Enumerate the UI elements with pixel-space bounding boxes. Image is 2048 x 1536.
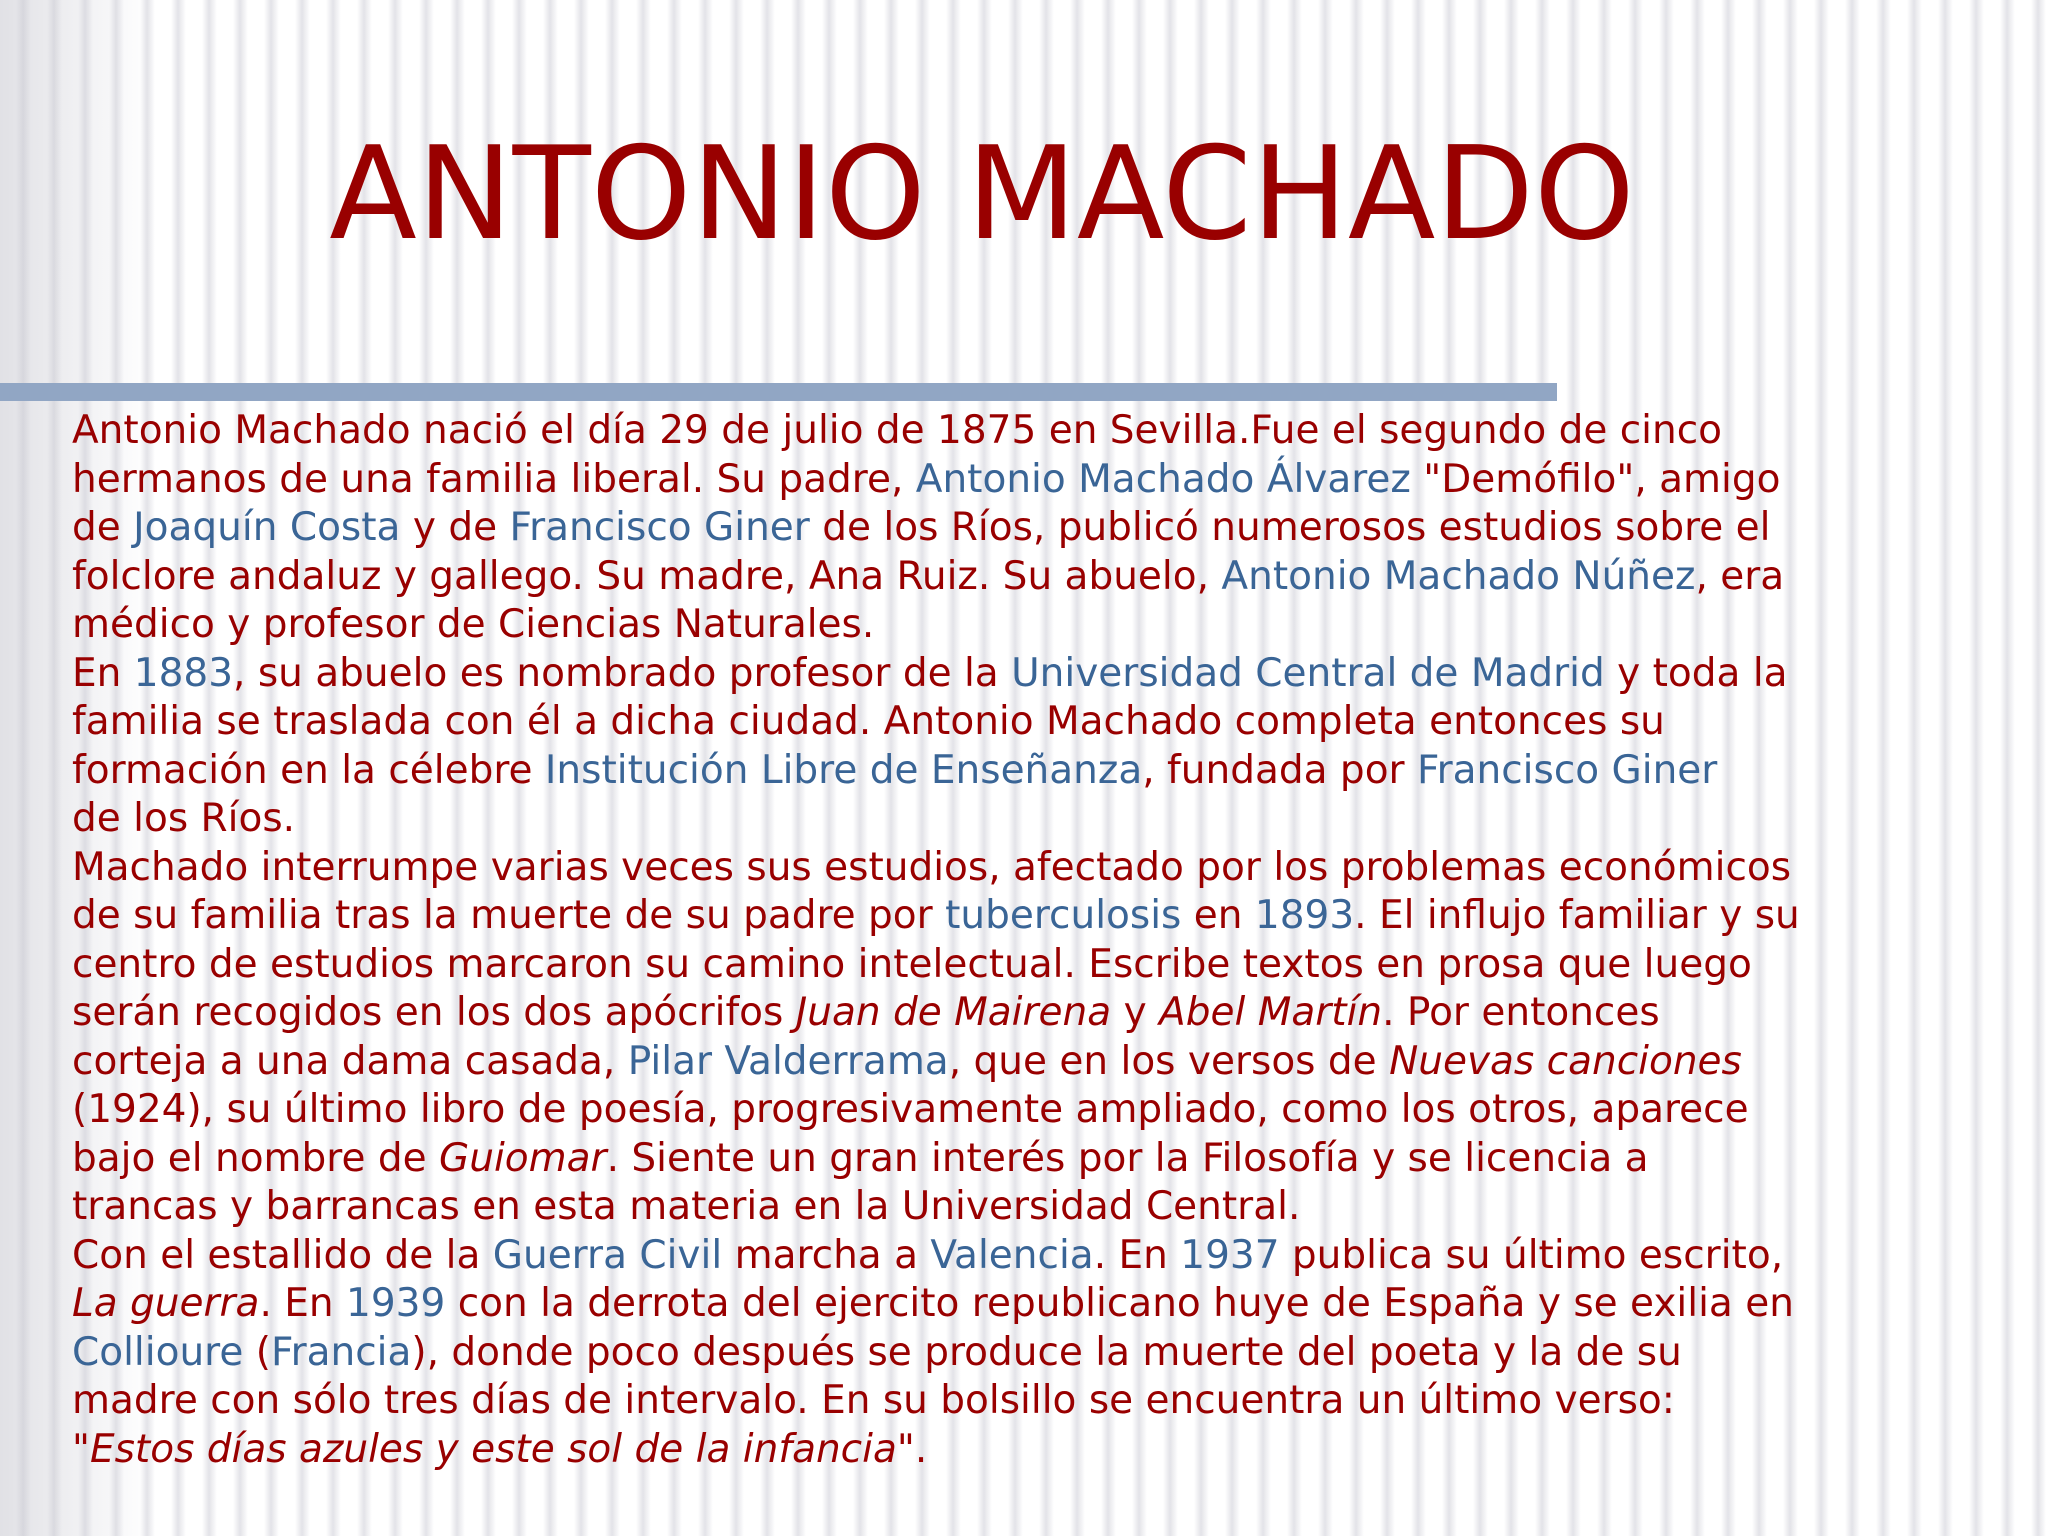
text-segment: centro de estudios marcaron su camino intelectual. Escribe textos en prosa que luego — [72, 941, 1752, 987]
text-line — [72, 892, 1972, 941]
hyperlink[interactable]: Francisco Giner — [1416, 747, 1718, 793]
hyperlink[interactable]: Collioure — [72, 1329, 244, 1375]
text-segment: ), donde poco después se produce la muerte del poeta y la de su — [411, 1329, 1682, 1375]
hyperlink[interactable]: tuberculosis — [945, 893, 1182, 938]
text-segment: ( — [243, 1329, 271, 1375]
hyperlink[interactable]: Universidad Central de Madrid — [1011, 650, 1605, 696]
text-segment: hermanos de una familia liberal. Su padre, — [72, 456, 916, 502]
hyperlink[interactable]: Antonio Machado Álvarez — [915, 456, 1411, 502]
text-line — [72, 795, 1972, 844]
text-line — [72, 1426, 1972, 1475]
text-segment: médico y profesor de Ciencias Naturales. — [72, 602, 875, 647]
biography-text — [72, 407, 1972, 1474]
text-line — [72, 1232, 1972, 1281]
hyperlink[interactable]: Valencia — [930, 1232, 1094, 1278]
text-line — [72, 553, 1972, 602]
text-segment: , era — [1695, 553, 1785, 599]
text-line — [72, 941, 1972, 990]
text-segment: " — [72, 1426, 90, 1472]
slide-title: ANTONIO MACHADO — [329, 120, 1635, 269]
text-segment: ". — [896, 1426, 928, 1472]
hyperlink[interactable]: 1939 — [346, 1281, 446, 1326]
text-segment: . Por entonces — [1382, 990, 1660, 1035]
text-line — [72, 1377, 1972, 1426]
text-line — [72, 504, 1972, 553]
text-segment: serán recogidos en los dos apócrifos — [72, 990, 796, 1035]
text-line — [72, 989, 1972, 1038]
text-segment: trancas y barrancas en esta materia en la Universidad Central. — [72, 1184, 1301, 1229]
text-segment: Con el estallido de la — [72, 1232, 493, 1278]
hyperlink[interactable]: Pilar Valderrama — [627, 1038, 949, 1084]
italic-text: Abel Martín — [1159, 990, 1383, 1035]
text-segment: "Demófilo", amigo — [1410, 456, 1781, 502]
hyperlink[interactable]: 1937 — [1180, 1232, 1280, 1278]
text-segment: de su familia tras la muerte de su padre por — [72, 893, 946, 938]
hyperlink[interactable]: Joaquín Costa — [133, 505, 401, 550]
text-segment: publica su último escrito, — [1279, 1232, 1784, 1278]
text-segment: , que en los versos de — [948, 1038, 1390, 1084]
text-segment: de los Ríos. — [72, 796, 296, 841]
hyperlink[interactable]: Francia — [270, 1329, 412, 1375]
text-line — [72, 1280, 1972, 1329]
text-segment: y de — [400, 505, 510, 550]
text-line — [72, 601, 1972, 650]
text-segment: folclore andaluz y gallego. Su madre, Ana Ruiz. Su abuelo, — [72, 553, 1222, 599]
text-segment: , su abuelo es nombrado profesor de la — [233, 650, 1012, 696]
text-segment: y toda la — [1604, 650, 1788, 696]
text-line — [72, 407, 1972, 456]
text-line — [72, 1135, 1972, 1184]
italic-text: La guerra — [72, 1281, 260, 1326]
text-line — [72, 456, 1972, 505]
text-segment: familia se traslada con él a dicha ciudad. Antonio Machado completa entonces su — [72, 699, 1665, 744]
text-segment: en — [1181, 893, 1255, 938]
text-segment: de los Ríos, publicó numerosos estudios sobre el — [809, 505, 1771, 550]
text-segment: y — [1111, 990, 1160, 1035]
hyperlink[interactable]: Institución Libre de Enseñanza — [544, 747, 1143, 793]
hyperlink[interactable]: 1893 — [1254, 893, 1355, 938]
text-segment: madre con sólo tres días de intervalo. En su bolsillo se encuentra un último verso: — [72, 1378, 1675, 1423]
text-segment: bajo el nombre de — [72, 1135, 440, 1181]
text-line — [72, 747, 1972, 796]
text-segment: . En — [1093, 1232, 1181, 1278]
text-line — [72, 1086, 1972, 1135]
text-line — [72, 650, 1972, 699]
text-segment: . En — [259, 1281, 347, 1326]
italic-text: Guiomar — [439, 1135, 607, 1181]
text-segment: . El influjo familiar y su — [1354, 893, 1800, 938]
text-line — [72, 698, 1972, 747]
text-line — [72, 1038, 1972, 1087]
text-segment: formación en la célebre — [72, 747, 545, 793]
text-segment: con la derrota del ejercito republicano huye de España y se exilia en — [445, 1281, 1794, 1326]
text-line — [72, 844, 1972, 893]
text-segment: de — [72, 505, 134, 550]
text-segment: , fundada por — [1142, 747, 1417, 793]
hyperlink[interactable]: Antonio Machado Núñez — [1221, 553, 1696, 599]
hyperlink[interactable]: Guerra Civil — [492, 1232, 723, 1278]
hyperlink[interactable]: 1883 — [133, 650, 234, 696]
text-segment: Antonio Machado nació el día 29 de julio de 1875 en Sevilla.Fue el segundo de cinco — [72, 408, 1723, 453]
text-line — [72, 1183, 1972, 1232]
italic-text: Estos días azules y este sol de la infancia — [89, 1426, 897, 1472]
text-segment: En — [72, 650, 134, 696]
text-segment: (1924), su último libro de poesía, progresivamente ampliado, como los otros, aparece — [72, 1087, 1749, 1132]
text-line — [72, 1329, 1972, 1378]
text-segment: marcha a — [722, 1232, 931, 1278]
text-segment: . Siente un gran interés por la Filosofía y se licencia a — [606, 1135, 1649, 1181]
hyperlink[interactable]: Francisco Giner — [509, 505, 810, 550]
text-segment: Machado interrumpe varias veces sus estudios, afectado por los problemas económicos — [72, 844, 1792, 890]
text-segment: corteja a una dama casada, — [72, 1038, 628, 1084]
italic-text: Nuevas canciones — [1389, 1038, 1742, 1084]
italic-text: Juan de Mairena — [795, 990, 1112, 1035]
title-underline-bar — [0, 383, 1557, 401]
